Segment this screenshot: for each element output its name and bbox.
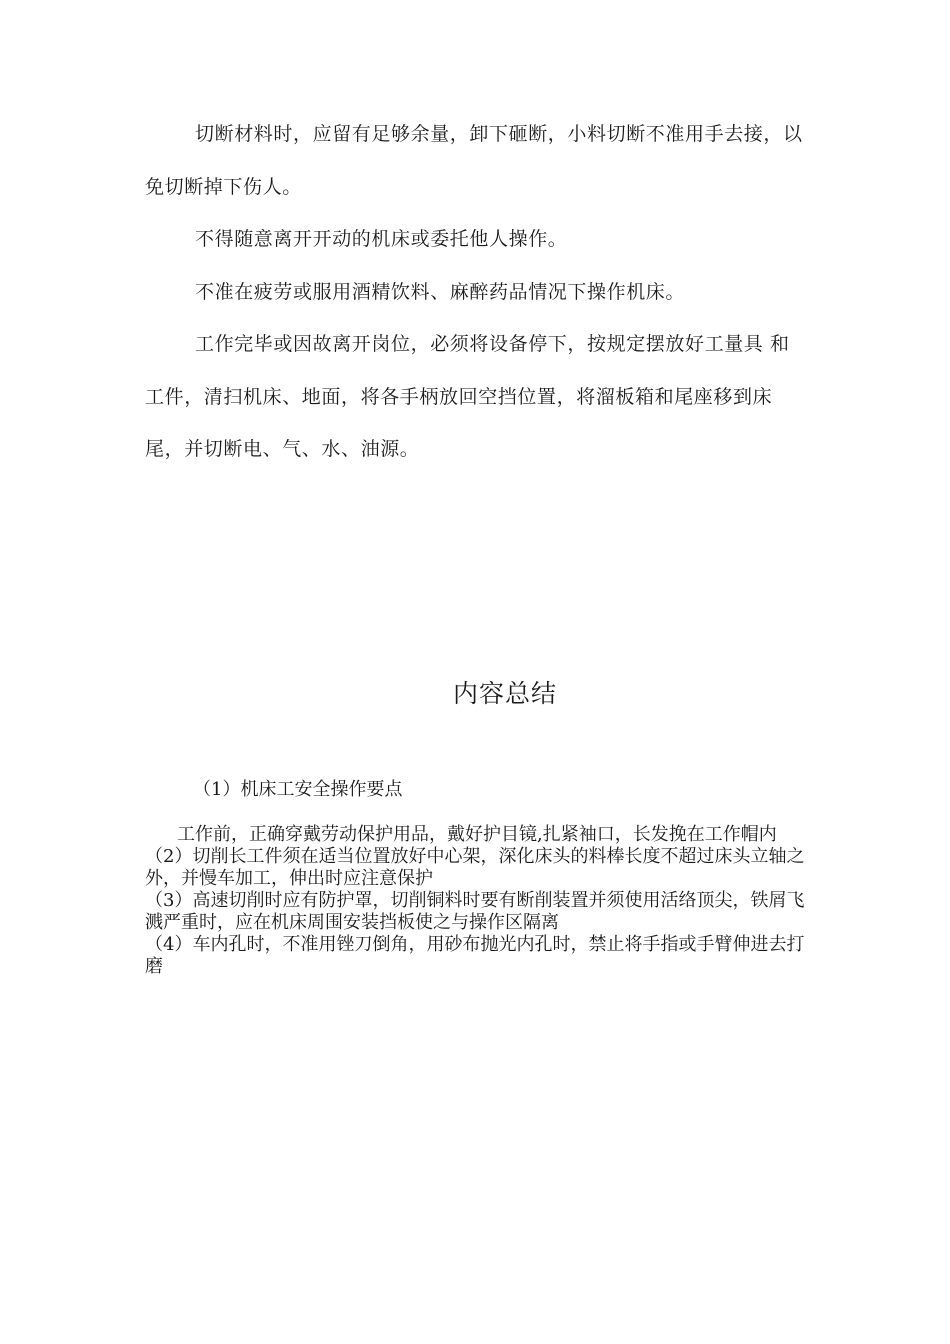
summary-item: 工作前，正确穿戴劳动保护用品，戴好护目镜,扎紧袖口，长发挽在工作帽内 (177, 824, 777, 845)
summary-title: 内容总结 (452, 679, 557, 708)
summary-item: （2）切削长工件须在适当位置放好中心架，深化床头的料棒长度不超过床头立轴之外，并慢车加工，伸出时应注意保护 (145, 846, 805, 889)
paragraph-no-leaving-machine: 不得随意离开开动的机床或委托他人操作。 (195, 228, 568, 250)
paragraph-cutting-material: 切断材料时，应留有足够余量，卸下砸断，小料切断不准用手去接，以免切断掉下伤人。 (145, 123, 803, 198)
summary-item: （3）高速切削时应有防护罩，切削铜料时要有断削装置并须使用活络顶尖，铁屑飞溅严重时，应在机床周围安装挡板使之与操作区隔离 (145, 890, 805, 933)
summary-item: （4）车内孔时，不准用锉刀倒角，用砂布抛光内孔时，禁止将手指或手臂伸进去打磨 (145, 934, 805, 977)
summary-list (145, 824, 807, 978)
paragraph-no-fatigue: 不准在疲劳或服用酒精饮料、麻醉药品情况下操作机床。 (195, 280, 686, 303)
summary-heading: （1）机床工安全操作要点 (193, 779, 403, 800)
safety-rules-text (145, 108, 805, 476)
paragraph-work-finished: 工作完毕或因故离开岗位，必须将设备停下，按规定摆放好工量具 和工件，清扫机床、地面，将各手柄放回空挡位置，将溜板箱和尾座移到床尾，并切断电、气、水、油源。 (145, 333, 790, 460)
